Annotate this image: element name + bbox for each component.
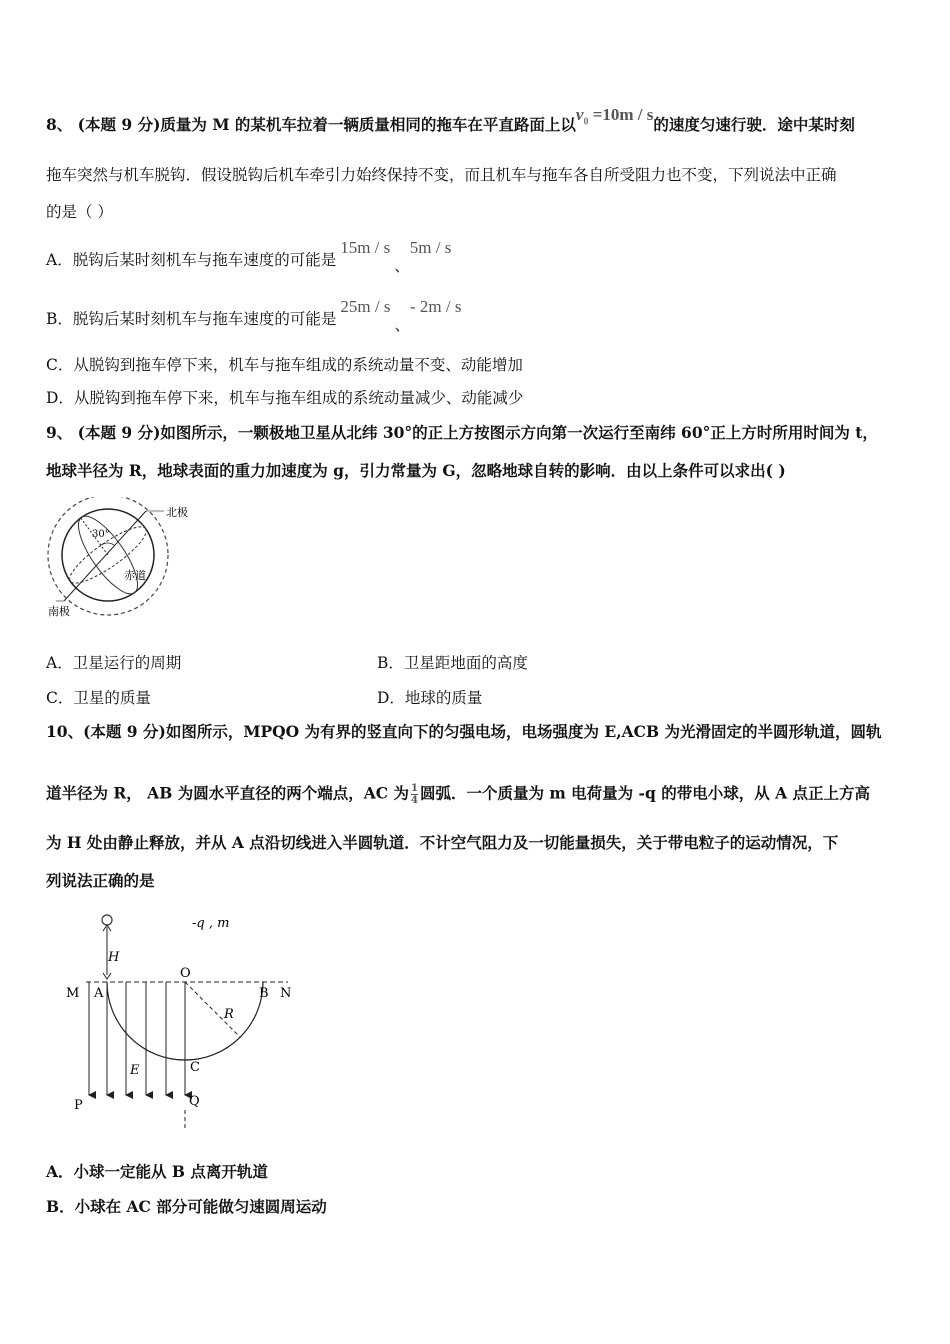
v0-symbol: v: [575, 105, 584, 124]
q10-option-b: B．小球在 AC 部分可能做匀速圆周运动: [46, 1197, 327, 1216]
equator-label: 赤道: [124, 569, 146, 582]
angle-label: 30°: [92, 529, 110, 540]
q8-option-a-formula1: 15m / s: [340, 238, 391, 257]
q8-option-d: D．从脱钩到拖车停下来，机车与拖车组成的系统动量减少、动能减少: [46, 389, 524, 407]
label-charge: -q , m: [192, 916, 230, 931]
v0-subscript: 0: [583, 116, 589, 128]
fraction-numerator: 1: [410, 783, 418, 794]
north-pole-label: 北极: [166, 506, 188, 519]
q8-option-b-formula1: 25m / s: [340, 297, 391, 316]
quarter-fraction: [411, 783, 418, 806]
q10-line2-pre: 道半径为 R， AB 为圆水平直径的两个端点，AC 为: [46, 783, 409, 803]
label-M: M: [66, 986, 80, 1001]
q8-line2: 拖车突然与机车脱钩．假设脱钩后机车牵引力始终保持不变，而且机车与拖车各自所受阻力也不变，下列说法中正确: [46, 166, 837, 184]
v0-formula: [575, 105, 654, 128]
q8-option-b: [46, 297, 462, 334]
q8-option-a: [46, 238, 452, 275]
q8-line3: 的是（ ）: [46, 203, 113, 221]
q9-option-c: C．卫星的质量: [46, 689, 151, 707]
q8-option-b-text: B．脱钩后某时刻机车与拖车速度的可能是: [46, 310, 337, 328]
fraction-denominator: 4: [410, 795, 418, 806]
q10-line2: [46, 783, 870, 806]
ball: [102, 915, 112, 925]
q10-option-a: A．小球一定能从 B 点离开轨道: [46, 1162, 268, 1181]
label-H: H: [108, 950, 120, 965]
earth-axis: [64, 511, 146, 601]
q8-option-a-sep: 、: [394, 257, 410, 275]
label-C: C: [190, 1060, 200, 1075]
south-pole-label: 南极: [48, 605, 70, 618]
label-E: E: [130, 1063, 140, 1078]
q9-earth-figure: [46, 497, 206, 622]
q8-option-b-formula2: - 2m / s: [409, 297, 462, 316]
v0-value: =10m / s: [588, 105, 654, 124]
q9-option-a: A．卫星运行的周期: [46, 654, 182, 672]
q9-line1: 9、 (本题 9 分)如图所示，一颗极地卫星从北纬 30°的正上方按图示方向第一次运行至南纬 60°正上方时所用时间为 t，: [46, 423, 878, 442]
q10-line4: 列说法正确的是: [46, 871, 155, 890]
label-N: N: [280, 986, 292, 1001]
q8-option-a-text: A．脱钩后某时刻机车与拖车速度的可能是: [46, 251, 337, 269]
q9-line2: 地球半径为 R，地球表面的重力加速度为 g，引力常量为 G，忽略地球自转的影响．由以上条件可以求出( ): [46, 461, 786, 480]
label-R: R: [224, 1007, 234, 1022]
label-O: O: [180, 966, 191, 981]
q9-option-b: B．卫星距地面的高度: [377, 654, 528, 672]
q8-option-c: C．从脱钩到拖车停下来，机车与拖车组成的系统动量不变、动能增加: [46, 356, 523, 374]
q9-option-d: D．地球的质量: [377, 689, 483, 707]
q8-line1-pre: 8、 (本题 9 分)质量为 M 的某机车拉着一辆质量相同的拖车在平直路面上以: [46, 115, 576, 134]
q8-option-b-sep: 、: [394, 316, 410, 334]
orbit-circle: [48, 497, 168, 615]
label-P: P: [74, 1098, 83, 1113]
q10-field-figure: [60, 905, 310, 1135]
q8-option-a-formula2: 5m / s: [409, 238, 452, 257]
q8-line1-post: 的速度匀速行驶．途中某时刻: [653, 115, 855, 134]
q10-line2-post: 圆弧．一个质量为 m 电荷量为 -q 的带电小球，从 A 点正上方高: [419, 783, 871, 803]
label-Q: Q: [189, 1094, 200, 1109]
q8-line1: [46, 105, 855, 142]
q10-line3: 为 H 处由静止释放，并从 A 点沿切线进入半圆轨道．不计空气阻力及一切能量损失，关于带电粒子的运动情况，下: [46, 833, 839, 852]
label-A: A: [94, 986, 104, 1001]
label-B: B: [259, 986, 269, 1001]
q10-line1: 10、(本题 9 分)如图所示，MPQO 为有界的竖直向下的匀强电场，电场强度为 E,ACB 为光滑固定的半圆形轨道，圆轨: [46, 722, 882, 741]
